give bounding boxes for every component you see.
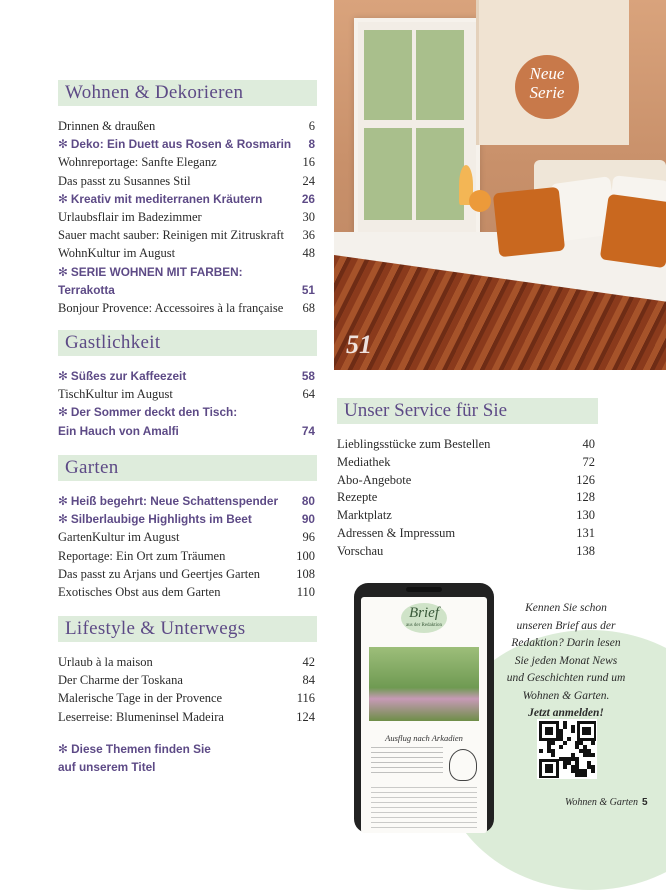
toc-entry-page: 42 [302,655,315,669]
toc-entry[interactable] [58,153,315,171]
toc-entry-title: Deko: Ein Duett aus Rosen & Rosmarin [70,137,292,152]
toc-entry[interactable] [58,708,315,726]
toc-entry-page: 8 [308,137,315,152]
phone-notch [406,587,442,592]
badge-line1: Neue [529,64,565,83]
toc-entry-title: Das passt zu Susannes Stil [58,173,191,188]
service-entry-page: 40 [582,437,595,451]
newsletter-title: Brief [409,605,439,621]
toc-entry[interactable] [58,422,315,440]
toc-entry[interactable] [58,190,315,208]
toc-entry-title: Malerische Tage in der Provence [58,691,223,706]
toc-entry-title: Ein Hauch von Amalfi [58,423,179,438]
toc-entry-page: 64 [302,387,315,402]
toc-entry-page: 124 [296,709,315,724]
toc-entry-title: WohnKultur im August [58,246,176,261]
toc-entry[interactable] [58,510,315,528]
page-footer [565,797,648,808]
badge-line2: Serie [529,83,565,102]
toc-entry-page: 30 [302,209,315,224]
toc-entry-page: 116 [296,691,315,706]
toc-entry-page: 80 [301,494,315,508]
service-entry-page: 126 [576,472,595,487]
toc-entry-page: 74 [301,423,315,438]
toc-entry-page: 100 [296,548,315,563]
orange-pillow [600,194,666,269]
toc-entry-title: Das passt zu Arjans und Geertjes Garten [58,566,261,581]
toc-entry[interactable] [58,135,315,153]
service-entry-title: Rezepte [337,490,378,505]
service-entry-title: Vorschau [337,543,384,558]
toc-entry-title: Bonjour Provence: Accessoires à la française [58,300,284,315]
section-heading: Wohnen & Dekorieren [58,80,317,106]
toc-entry-page: 110 [296,584,315,599]
newsletter-article-title: Ausflug nach Arkadien [385,733,463,743]
section-heading: Gastlichkeit [58,330,317,356]
toc-entry-title: Exotisches Obst aus dem Garten [58,584,221,599]
toc-entry[interactable] [58,208,315,226]
toc-entry-title: SERIE WOHNEN MIT FARBEN: [70,264,243,279]
toc-entry-page: 68 [302,300,315,315]
toc-entry-page: 96 [302,530,315,545]
service-entry-title: Marktplatz [337,508,392,523]
toc-entry-page: 36 [302,228,315,243]
toc-entry-page: 26 [301,191,315,206]
toc-entry-title: Der Sommer deckt den Tisch: [70,405,238,420]
promo-text: Kennen Sie schon unseren Brief aus der Redaktion? Darin lesen Sie jeden Monat News und Geschichten rund um Wohnen & Garten. [506,602,626,702]
text-lines [371,747,443,777]
photo-page-number: 51 [346,330,372,359]
toc-entry[interactable] [58,367,315,385]
toc-entry-title: Leserreise: Blumeninsel Madeira [58,709,224,724]
toc-entry[interactable] [58,403,315,421]
toc-entry-page: 108 [296,566,315,581]
folio-page-number: 5 [641,797,648,808]
cover-topics-note-line2: auf unserem Titel [58,760,156,774]
cover-topic-star-icon: ✻ [58,512,68,527]
newsletter-subtitle: aus der Redaktion [405,623,443,628]
toc-entry-title: TischKultur im August [58,387,173,402]
toc-entry-title: Süßes zur Kaffeezeit [70,369,187,383]
flowers [469,190,491,212]
toc-entry-title: GartenKultur im August [58,530,180,545]
cover-topic-star-icon: ✻ [58,405,68,420]
toc-entry[interactable] [58,547,315,565]
orange-pillow [493,187,565,258]
service-entry[interactable] [337,472,595,490]
toc-entry[interactable] [58,671,315,689]
toc-entry-page: 6 [308,119,315,133]
toc-entry-title: Sauer macht sauber: Reinigen mit Zitruskraft [58,228,284,243]
toc-list [58,117,315,317]
service-entry-page: 128 [576,490,595,505]
text-lines [371,787,477,829]
toc-entry[interactable] [58,172,315,190]
section-heading: Garten [58,455,317,481]
service-entry-page: 138 [576,543,595,558]
toc-entry[interactable] [58,385,315,403]
cover-topic-star-icon: ✻ [58,264,68,279]
toc-entry[interactable] [58,528,315,546]
signup-cta[interactable]: Jetzt anmelden! [528,707,604,719]
service-entry[interactable] [337,436,595,454]
section-heading: Lifestyle & Unterwegs [58,616,317,642]
service-entry[interactable] [337,489,595,507]
toc-entry-title: Urlaub à la maison [58,655,153,669]
toc-entry-title: Wohnreportage: Sanfte Eleganz [58,155,217,170]
toc-list [58,492,315,601]
smartphone-mockup [354,583,494,833]
toc-entry-title: Der Charme der Toskana [58,673,183,688]
bedroom-photo [334,0,666,370]
cover-topics-note-line1: ✻ Diese Themen finden Sie [58,742,211,756]
toc-entry[interactable] [58,653,315,671]
newsletter-promo [506,600,626,723]
toc-entry-page: 58 [301,369,315,383]
toc-entry[interactable] [58,226,315,244]
cover-topic-star-icon: ✻ [58,369,68,383]
toc-entry[interactable] [58,565,315,583]
toc-entry[interactable] [58,117,315,135]
cover-topic-star-icon: ✻ [58,191,68,206]
toc-entry-page: 90 [301,512,315,527]
service-entry-page: 72 [582,454,595,469]
toc-entry-page: 16 [302,155,315,170]
toc-entry-page: 24 [302,173,315,188]
service-entry-page: 131 [576,525,595,540]
toc-entry-title: Silberlaubige Highlights im Beet [70,512,252,527]
service-entry-title: Mediathek [337,454,391,469]
toc-entry[interactable] [58,689,315,707]
toc-entry-page: 51 [301,282,315,297]
service-entry[interactable] [337,507,595,525]
toc-entry[interactable] [58,281,315,299]
toc-list [58,653,315,726]
toc-entry[interactable] [58,492,315,510]
new-series-badge [515,55,579,119]
service-entry-page: 130 [576,508,595,523]
toc-entry-page: 48 [302,246,315,261]
service-entry[interactable] [337,454,595,472]
toc-list [58,367,315,440]
toc-entry[interactable] [58,244,315,262]
service-entry-title: Adressen & Impressum [337,525,456,540]
toc-entry-title: Terrakotta [58,282,115,297]
garden-photo [369,647,479,721]
toc-entry-title: Reportage: Ein Ort zum Träumen [58,548,226,563]
phone-screen [361,597,487,833]
toc-entry-page: 84 [302,673,315,688]
service-entry-title: Abo-Angebote [337,472,412,487]
service-entry[interactable] [337,543,595,561]
toc-entry-title: Drinnen & draußen [58,119,156,133]
toc-entry[interactable] [58,299,315,317]
qr-code[interactable] [537,719,597,779]
cover-topics-note [58,740,211,776]
cover-topic-star-icon: ✻ [58,137,68,152]
service-heading: Unser Service für Sie [337,398,598,424]
magazine-name: Wohnen & Garten [565,797,638,808]
toc-entry[interactable] [58,583,315,601]
service-entry-title: Lieblingsstücke zum Bestellen [337,437,491,451]
toc-entry[interactable] [58,263,315,281]
cover-topic-star-icon: ✻ [58,494,68,508]
toc-entry-title: Kreativ mit mediterranen Kräutern [70,191,263,206]
toc-entry-title: Urlaubsflair im Badezimmer [58,209,202,224]
editor-portrait-icon [449,749,477,781]
service-entry[interactable] [337,525,595,543]
service-list [337,436,595,561]
toc-entry-title: Heiß begehrt: Neue Schattenspender [70,494,279,508]
